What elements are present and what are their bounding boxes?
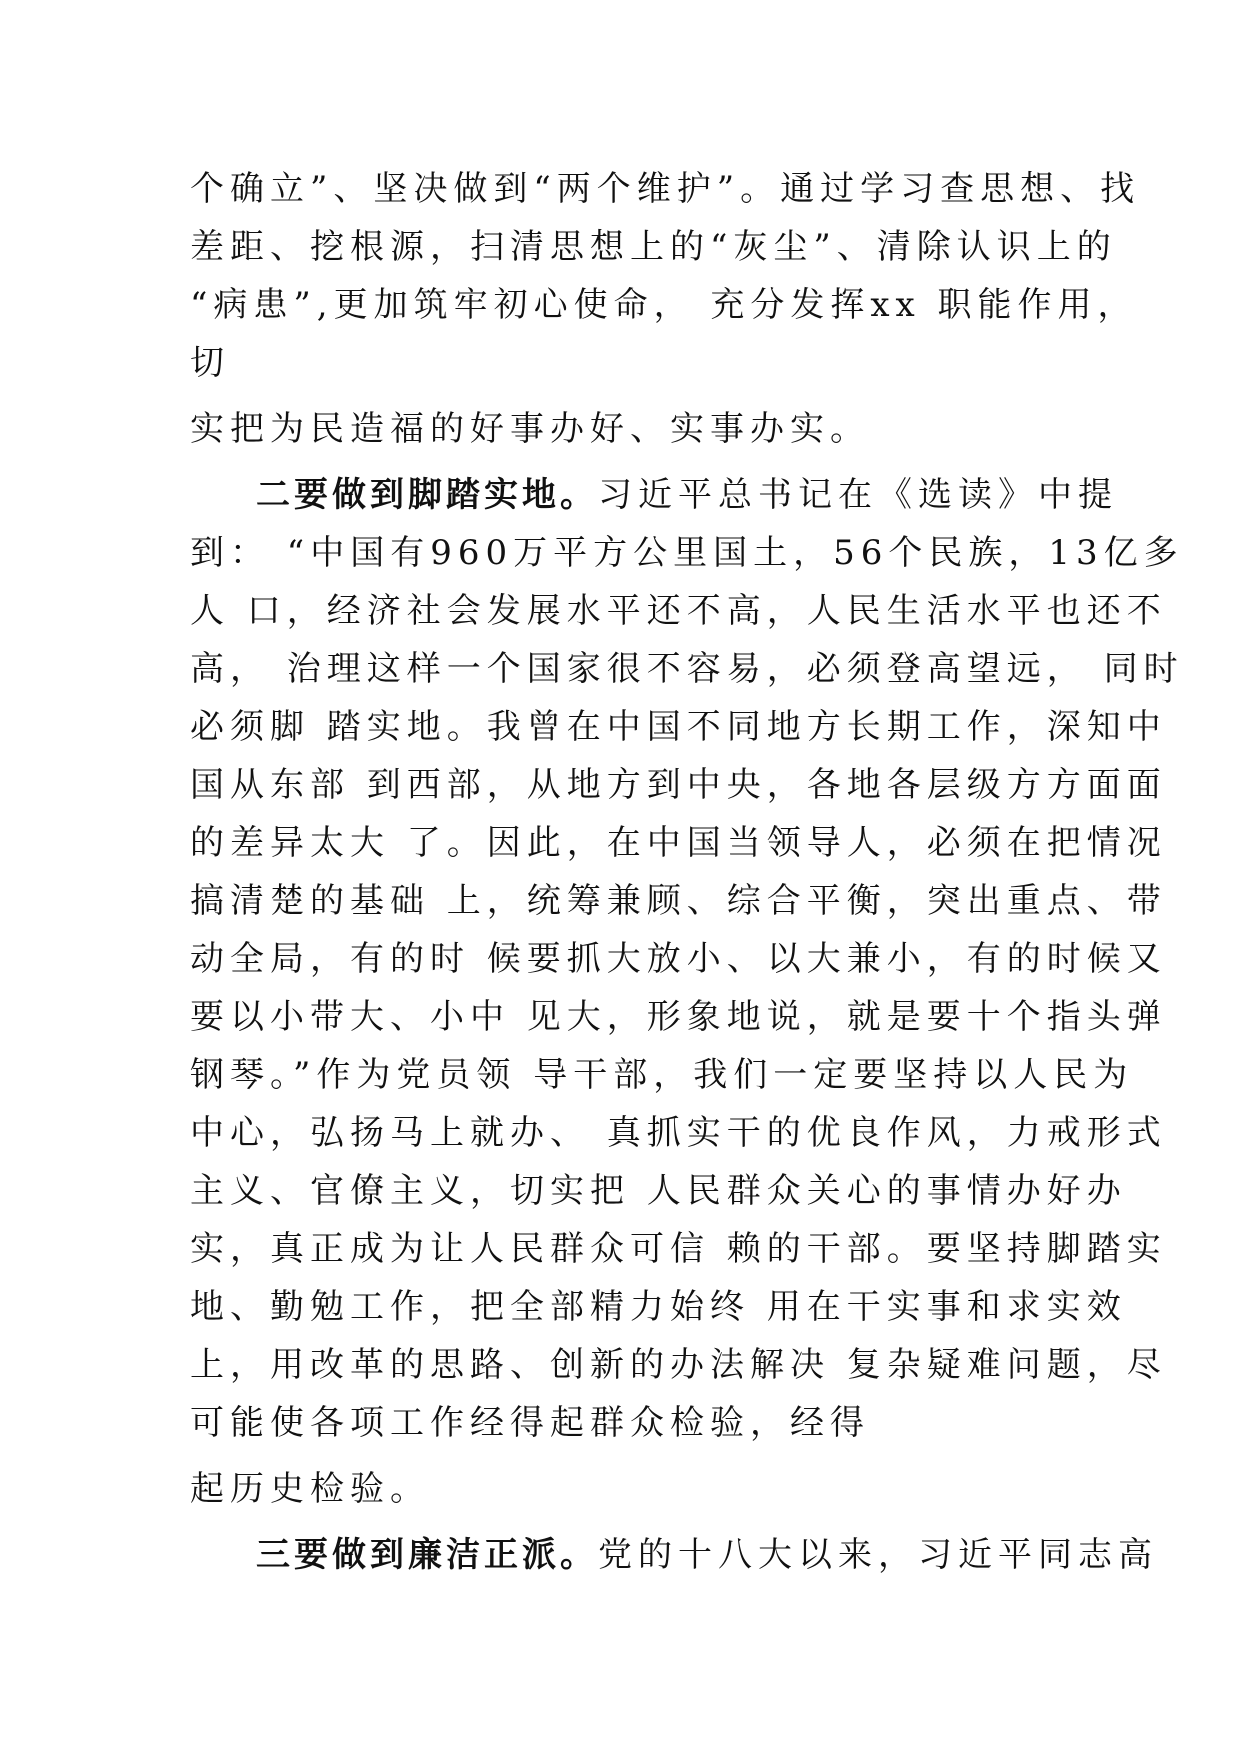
- paragraph-2-first-line: [256, 471, 1118, 519]
- text-line: 实，真正成为让人民群众可信 赖的干部。要坚持脚踏实: [190, 1229, 1167, 1269]
- text-line: 地、勤勉工作，把全部精力始终 用在干实事和求实效: [190, 1287, 1127, 1327]
- text-line: 差距、挖根源，扫清思想上的“灰尘”、清除认识上的: [190, 227, 1117, 267]
- text-line: 中心，弘扬马上就办、 真抓实干的优良作风，力戒形式: [190, 1113, 1167, 1153]
- text-line: “病患”,更加筑牢初心使命， 充分发挥xx 职能作用，: [190, 285, 1138, 325]
- text-line: 上，用改革的思路、创新的办法解决 复杂疑难问题，尽: [190, 1345, 1167, 1385]
- text-line: 国从东部 到西部，从地方到中央，各地各层级方方面面: [190, 765, 1167, 805]
- text-line: 搞清楚的基础 上，统筹兼顾、综合平衡，突出重点、带: [190, 881, 1167, 921]
- paragraph-3-first-line: [256, 1531, 1158, 1579]
- text-line: 人 口，经济社会发展水平还不高，人民生活水平也还不: [190, 591, 1167, 631]
- paragraph-text: 党的十八大以来，习近平同志高: [598, 1535, 1158, 1575]
- section-heading-2: 二要做到脚踏实地。: [256, 475, 598, 515]
- text-line: 必须脚 踏实地。我曾在中国不同地方长期工作，深知中: [190, 707, 1167, 747]
- text-line: 主义、官僚主义，切实把 人民群众关心的事情办好办: [190, 1171, 1127, 1211]
- text-line: 钢琴。”作为党员领 导干部，我们一定要坚持以人民为: [190, 1055, 1134, 1095]
- text-line: 要以小带大、小中 见大，形象地说，就是要十个指头弹: [190, 997, 1167, 1037]
- text-line: 的差异太大 了。因此，在中国当领导人，必须在把情况: [190, 823, 1167, 863]
- text-line: 个确立”、坚决做到“两个维护”。通过学习查思想、找: [190, 169, 1141, 209]
- text-line: 切: [190, 343, 230, 383]
- text-line: 动全局，有的时 候要抓大放小、以大兼小，有的时候又: [190, 939, 1167, 979]
- text-line: 到： “中国有960万平方公里国土，56个民族，13亿多: [190, 533, 1184, 573]
- section-heading-3: 三要做到廉洁正派。: [256, 1535, 598, 1575]
- text-line: 实把为民造福的好事办好、实事办实。: [190, 409, 870, 449]
- text-line: 起历史检验。: [190, 1469, 430, 1509]
- text-line: 可能使各项工作经得起群众检验，经得: [190, 1403, 870, 1443]
- text-line: 高， 治理这样一个国家很不容易，必须登高望远， 同时: [190, 649, 1184, 689]
- paragraph-text: 习近平总书记在《选读》中提: [598, 475, 1118, 515]
